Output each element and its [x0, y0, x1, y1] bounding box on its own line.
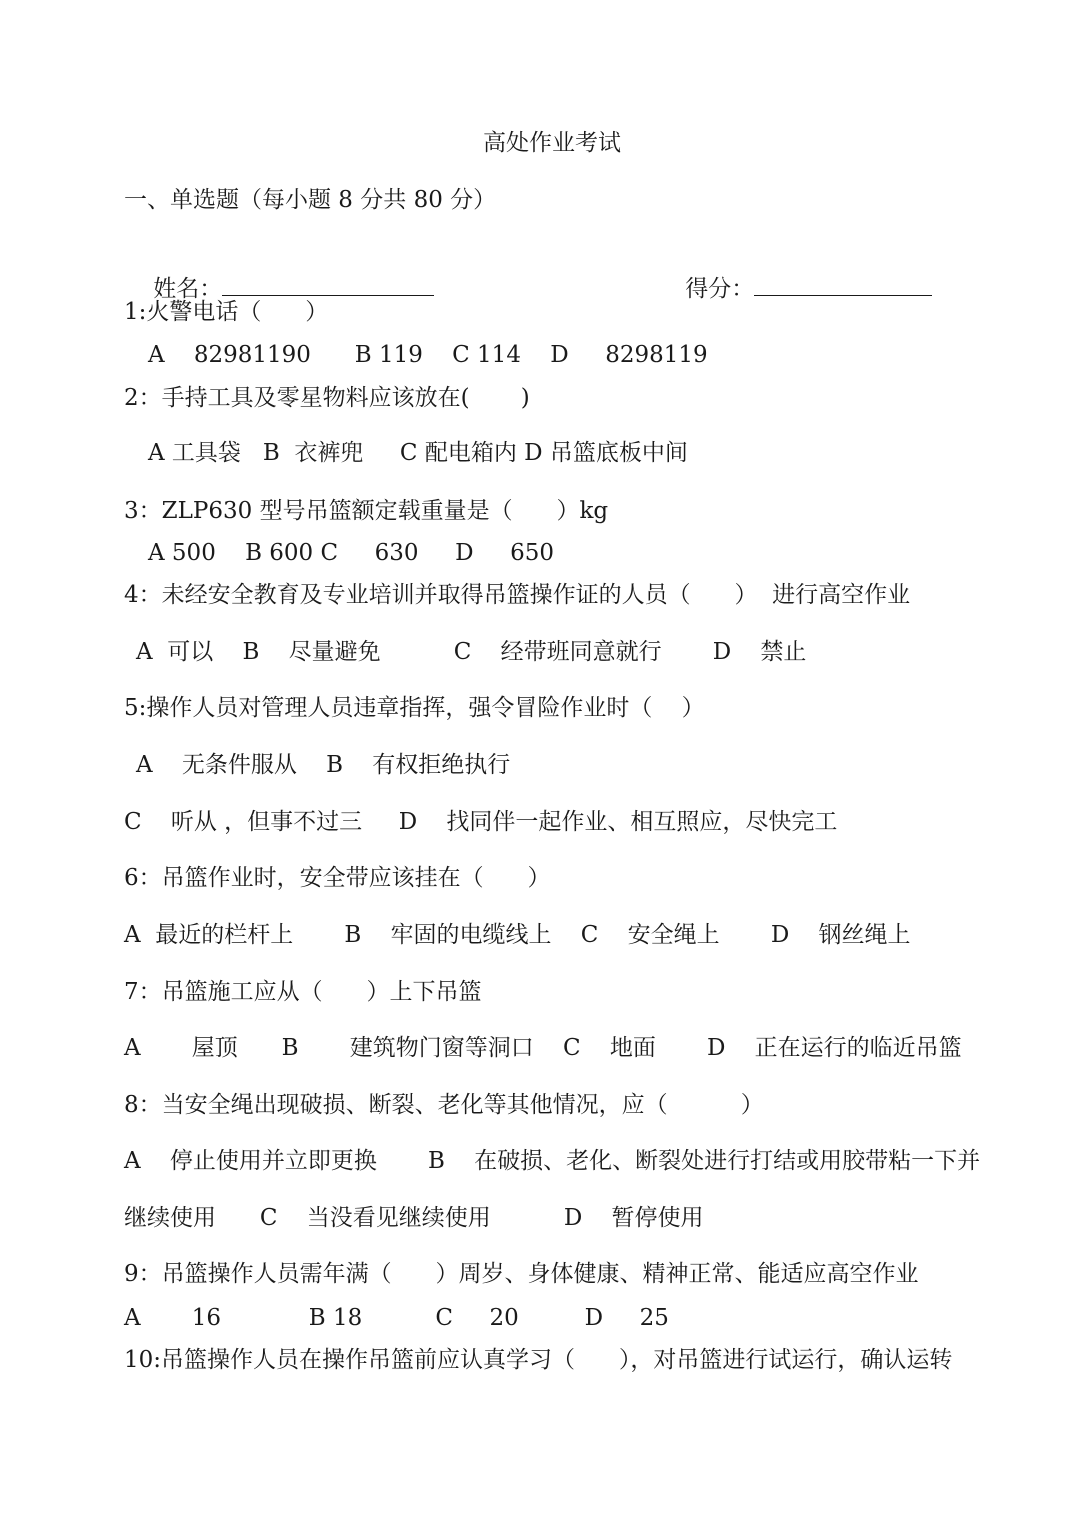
question-2-options: A 工具袋 B 衣裤兜 C 配电箱内 D 吊篮底板中间: [148, 440, 688, 466]
question-5-options-line-2: C 听从 ，但事不过三 D 找同伴一起作业、相互照应，尽快完工: [124, 809, 838, 835]
score-field: [656, 241, 932, 302]
question-10: 10:吊篮操作人员在操作吊篮前应认真学习（ ），对吊篮进行试运行，确认运转: [124, 1347, 953, 1373]
question-6-options: A 最近的栏杆上 B 牢固的电缆线上 C 安全绳上 D 钢丝绳上: [124, 922, 911, 948]
question-6: 6：吊篮作业时，安全带应该挂在（ ）: [124, 865, 551, 891]
name-blank: [222, 271, 434, 296]
question-3: 3：ZLP630 型号吊篮额定载重量是（ ）kg: [124, 498, 609, 524]
question-9-options: A 16 B 18 C 20 D 25: [124, 1305, 669, 1331]
question-3-options: A 500 B 600 C 630 D 650: [148, 540, 554, 566]
score-label: 得分：: [685, 276, 755, 302]
question-7-options: A 屋顶 B 建筑物门窗等洞口 C 地面 D 正在运行的临近吊篮: [124, 1035, 962, 1061]
name-field: [124, 241, 434, 302]
score-blank: [754, 271, 932, 296]
question-1: 1:火警电话（ ）: [124, 299, 329, 325]
question-2: 2：手持工具及零星物料应该放在( ): [124, 385, 530, 411]
question-4: 4：未经安全教育及专业培训并取得吊篮操作证的人员（ ） 进行高空作业: [124, 582, 911, 608]
question-5-options-line-1: A 无条件服从 B 有权拒绝执行: [136, 752, 511, 778]
question-8-options-line-2: 继续使用 C 当没看见继续使用 D 暂停使用: [124, 1205, 704, 1231]
page-title: 高处作业考试: [483, 130, 621, 156]
question-4-options: A 可以 B 尽量避免 C 经带班同意就行 D 禁止: [136, 639, 807, 665]
question-7: 7：吊篮施工应从（ ）上下吊篮: [124, 979, 482, 1005]
question-8: 8：当安全绳出现破损、断裂、老化等其他情况，应（ ）: [124, 1092, 764, 1118]
question-9: 9：吊篮操作人员需年满（ ）周岁、身体健康、精神正常、能适应高空作业: [124, 1261, 919, 1287]
section-heading: 一、单选题（每小题 8 分共 80 分）: [124, 187, 497, 213]
question-8-options-line-1: A 停止使用并立即更换 B 在破损、老化、断裂处进行打结或用胶带粘一下并: [124, 1148, 981, 1174]
name-label: 姓名：: [153, 276, 223, 302]
question-5: 5:操作人员对管理人员违章指挥，强令冒险作业时（ ）: [124, 695, 705, 721]
question-1-options: A 82981190 B 119 C 114 D 8298119: [148, 342, 708, 368]
